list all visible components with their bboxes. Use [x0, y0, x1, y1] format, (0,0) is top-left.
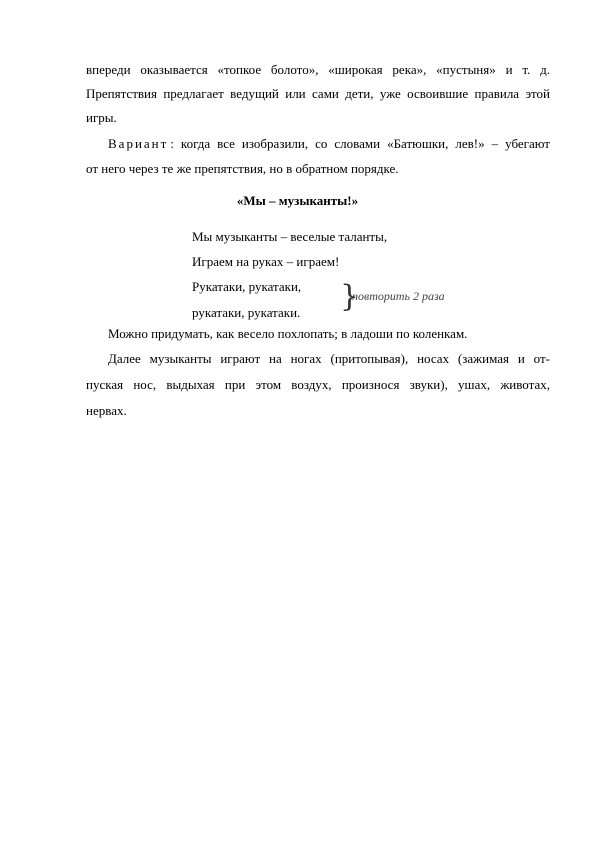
poem-line-3: Рукатаки, рукатаки, [192, 279, 302, 294]
poem-line-2: Играем на руках – играем! [192, 254, 340, 269]
repeat-note: повторить 2 раза [352, 289, 445, 303]
paragraph-2-line-2: от него через те же препятствия, но в обратном порядке. [86, 161, 399, 176]
paragraph-4-line-2: пуская нос, выдыхая при этом воздух, произнося звуки), ушах, животах, [86, 377, 550, 392]
repeat-brace-icon: } [340, 279, 360, 314]
paragraph-1-line-1: впереди оказывается «топкое болото», «широкая река», «пустыня» и т. д. [86, 62, 550, 77]
poem-line-1: Мы музыканты – веселые таланты, [192, 229, 388, 244]
variant-label: Вариант [108, 136, 169, 151]
poem-line-4: рукатаки, рукатаки. [192, 305, 301, 320]
paragraph-2-line-1 [108, 136, 550, 152]
paragraph-4-line-3: нервах. [86, 403, 127, 418]
variant-text: : когда все изобразили, со словами «Батюшки, лев!» – убегают [170, 136, 550, 151]
paragraph-4-line-1: Далее музыканты играют на ногах (притопывая), носах (зажимая и от- [108, 351, 550, 366]
paragraph-1-line-2: Препятствия предлагает ведущий или сами дети, уже освоившие правила этой [86, 86, 550, 101]
section-title: «Мы – музыканты!» [236, 193, 359, 208]
paragraph-1-line-3: игры. [86, 110, 117, 125]
paragraph-3-line-1: Можно придумать, как весело похлопать; в ладоши по коленкам. [108, 326, 468, 341]
